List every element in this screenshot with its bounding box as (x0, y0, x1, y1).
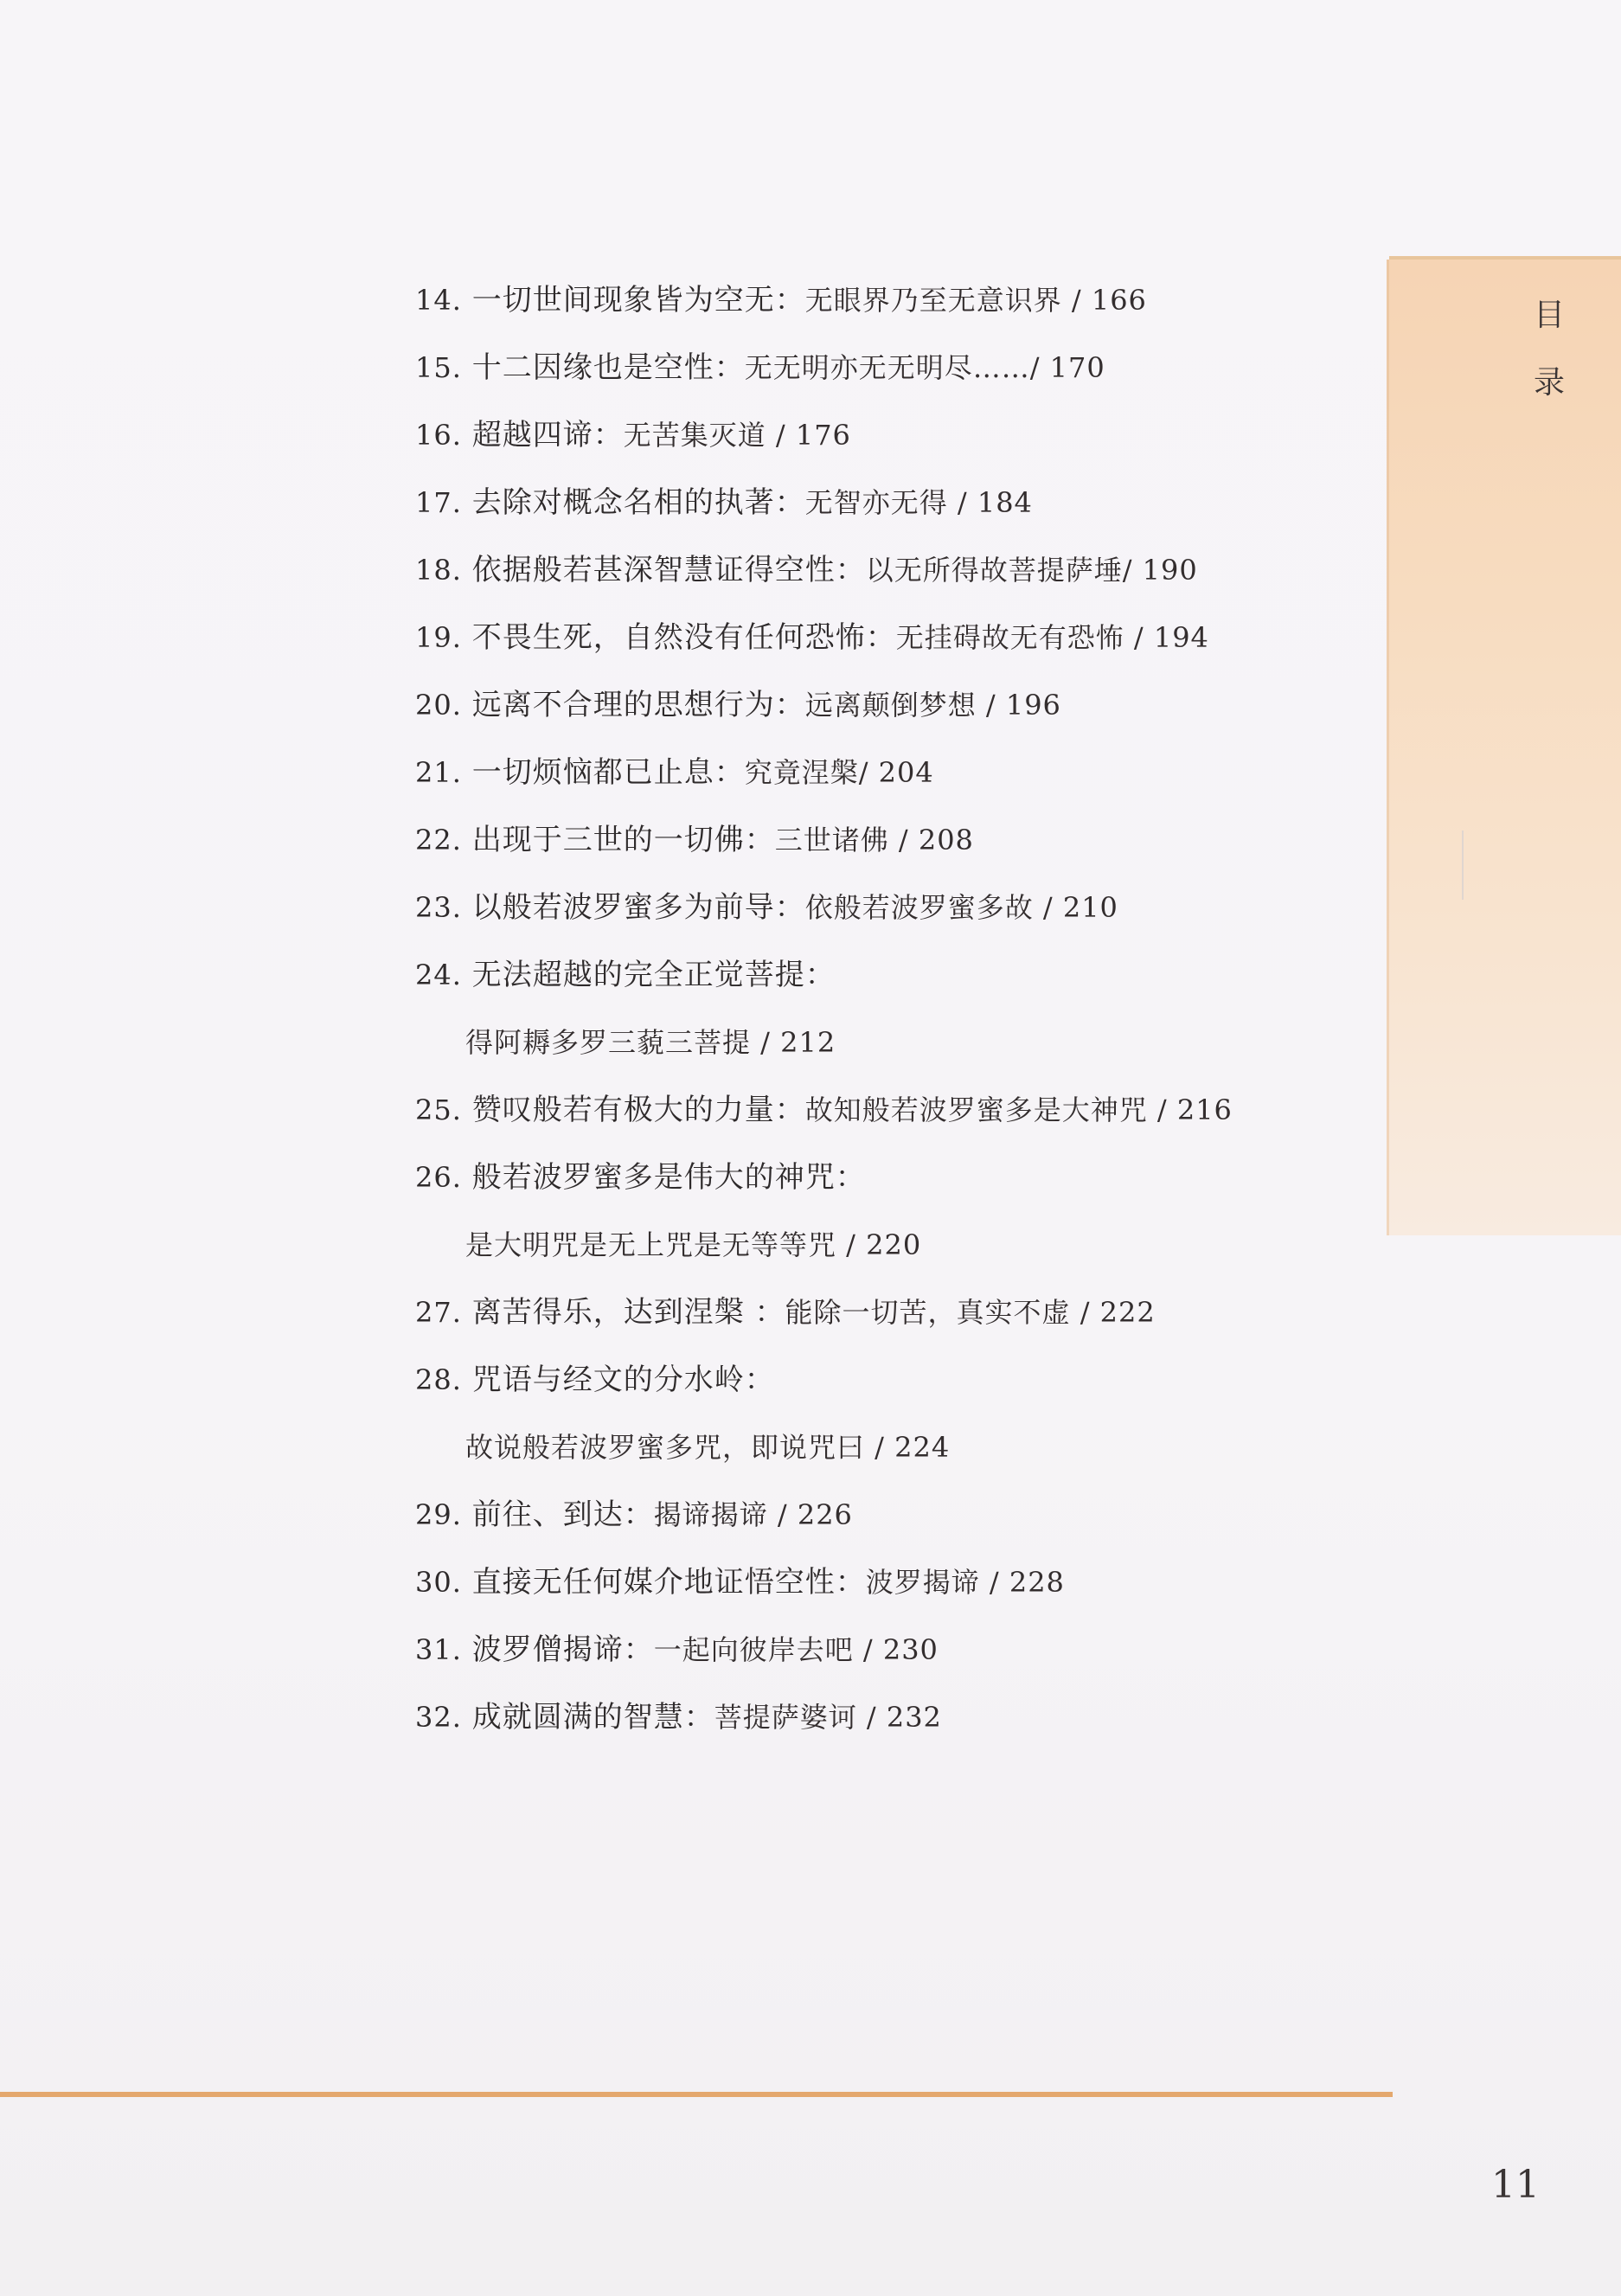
toc-entry-subtitle-page: 揭谛揭谛 / 226 (653, 1498, 853, 1531)
toc-entry-continuation (415, 1009, 1384, 1076)
toc-entry-number: 32. (415, 1701, 462, 1734)
toc-entry-title: 波罗僧揭谛： (471, 1632, 654, 1667)
toc-entry (415, 334, 1384, 401)
toc-entry-number: 18. (415, 554, 462, 587)
toc-entry (415, 1279, 1384, 1346)
toc-entry-subtitle-page: 无无明亦无无明尽……/ 170 (744, 351, 1105, 384)
toc-entry (415, 1684, 1384, 1751)
toc-entry (415, 1481, 1384, 1549)
toc-entry-title: 无法超越的完全正觉菩提： (471, 958, 836, 992)
side-tab-title-char: 录 (1533, 365, 1565, 401)
toc-entry-title: 赞叹般若有极大的力量： (471, 1093, 805, 1127)
side-tab-edge (1387, 260, 1389, 1235)
toc-entry-subtitle-page: 以无所得故菩提萨埵/ 190 (865, 554, 1198, 587)
toc-entry-subtitle-page: 无眼界乃至无意识界 / 166 (804, 284, 1147, 317)
toc-entry (415, 739, 1384, 806)
toc-entry-number: 26. (415, 1161, 462, 1194)
toc-entry-number: 27. (415, 1296, 462, 1329)
toc-entry-subtitle-page: 得阿耨多罗三藐三菩提 / 212 (465, 1026, 836, 1059)
toc-entry (415, 536, 1384, 604)
toc-entry-subtitle-page: 依般若波罗蜜多故 / 210 (804, 891, 1118, 924)
toc-entry-title: 依据般若甚深智慧证得空性： (471, 553, 866, 587)
toc-entry-title: 前往、到达： (471, 1498, 654, 1532)
toc-entry-number: 28. (415, 1363, 462, 1396)
toc-entry-number: 24. (415, 959, 462, 991)
toc-entry-title: 般若波罗蜜多是伟大的神咒： (471, 1160, 866, 1195)
toc-entry-number: 30. (415, 1566, 462, 1599)
toc-entry (415, 1346, 1384, 1414)
toc-entry (415, 604, 1384, 671)
toc-entry-title: 远离不合理的思想行为： (471, 688, 805, 722)
toc-entry-subtitle-page: 无挂碍故无有恐怖 / 194 (895, 621, 1209, 654)
side-tab-title-char: 目 (1533, 298, 1565, 333)
toc-entry-subtitle-page: 是大明咒是无上咒是无等等咒 / 220 (465, 1228, 922, 1261)
toc-entry-title: 一切世间现象皆为空无： (471, 283, 805, 317)
toc-entry-subtitle-page: 无苦集灭道 / 176 (623, 419, 851, 452)
toc-entry-title: 咒语与经文的分水岭： (471, 1363, 775, 1397)
toc-entry-subtitle-page: 能除一切苦，真实不虚 / 222 (785, 1296, 1156, 1329)
toc-entry-title: 出现于三世的一切佛： (471, 823, 775, 857)
toc-entry (415, 469, 1384, 536)
toc-entry-number: 19. (415, 621, 462, 654)
toc-entry-subtitle-page: 一起向彼岸去吧 / 230 (653, 1633, 939, 1666)
page-number: 11 (1491, 2163, 1540, 2207)
toc-entry-title: 离苦得乐，达到涅槃 ： (471, 1295, 785, 1330)
toc-entry (415, 671, 1384, 739)
toc-entry-subtitle-page: 无智亦无得 / 184 (804, 486, 1033, 519)
toc-entry (415, 874, 1384, 941)
toc-entry-number: 31. (415, 1633, 462, 1666)
toc-entry-title: 去除对概念名相的执著： (471, 485, 805, 520)
page-edge-mark (1462, 831, 1464, 900)
toc-entry (415, 1549, 1384, 1616)
toc-entry-number: 15. (415, 351, 462, 384)
side-tab (1389, 256, 1621, 1235)
toc-entry-subtitle-page: 故说般若波罗蜜多咒，即说咒曰 / 224 (465, 1431, 951, 1464)
toc-entry-title: 一切烦恼都已止息： (471, 755, 745, 790)
toc-entry-subtitle-page: 三世诸佛 / 208 (774, 824, 974, 856)
toc-entry (415, 941, 1384, 1009)
toc-entry-title: 直接无任何媒介地证悟空性： (471, 1565, 866, 1600)
toc-entry-title: 十二因缘也是空性： (471, 350, 745, 385)
toc-entry-continuation (415, 1414, 1384, 1481)
toc-entry-number: 29. (415, 1498, 462, 1531)
toc-entry-subtitle-page: 菩提萨婆诃 / 232 (714, 1701, 942, 1734)
toc-entry-number: 23. (415, 891, 462, 924)
toc-entry-title: 以般若波罗蜜多为前导： (471, 890, 805, 925)
toc-entry-title: 不畏生死，自然没有任何恐怖： (471, 620, 896, 655)
bottom-rule (0, 2092, 1393, 2097)
toc-entry (415, 1616, 1384, 1684)
toc-entry (415, 806, 1384, 874)
toc-entry-subtitle-page: 故知般若波罗蜜多是大神咒 / 216 (804, 1093, 1233, 1126)
side-tab-title (1519, 282, 1579, 417)
toc-entry-title: 超越四谛： (471, 418, 624, 452)
toc-entry-number: 17. (415, 486, 462, 519)
toc-entry-number: 25. (415, 1093, 462, 1126)
toc-entry (415, 266, 1384, 334)
toc-entry-number: 20. (415, 689, 462, 722)
toc-entry (415, 1144, 1384, 1211)
toc-entry-number: 22. (415, 824, 462, 856)
toc-entry-subtitle-page: 究竟涅槃/ 204 (744, 756, 934, 789)
table-of-contents (415, 266, 1384, 1751)
toc-entry-title: 成就圆满的智慧： (471, 1700, 714, 1735)
toc-entry (415, 1076, 1384, 1144)
toc-entry-continuation (415, 1211, 1384, 1279)
toc-entry (415, 401, 1384, 469)
toc-entry-number: 21. (415, 756, 462, 789)
toc-entry-number: 16. (415, 419, 462, 452)
toc-entry-number: 14. (415, 284, 462, 317)
toc-entry-subtitle-page: 波罗揭谛 / 228 (865, 1566, 1065, 1599)
toc-entry-subtitle-page: 远离颠倒梦想 / 196 (804, 689, 1061, 722)
